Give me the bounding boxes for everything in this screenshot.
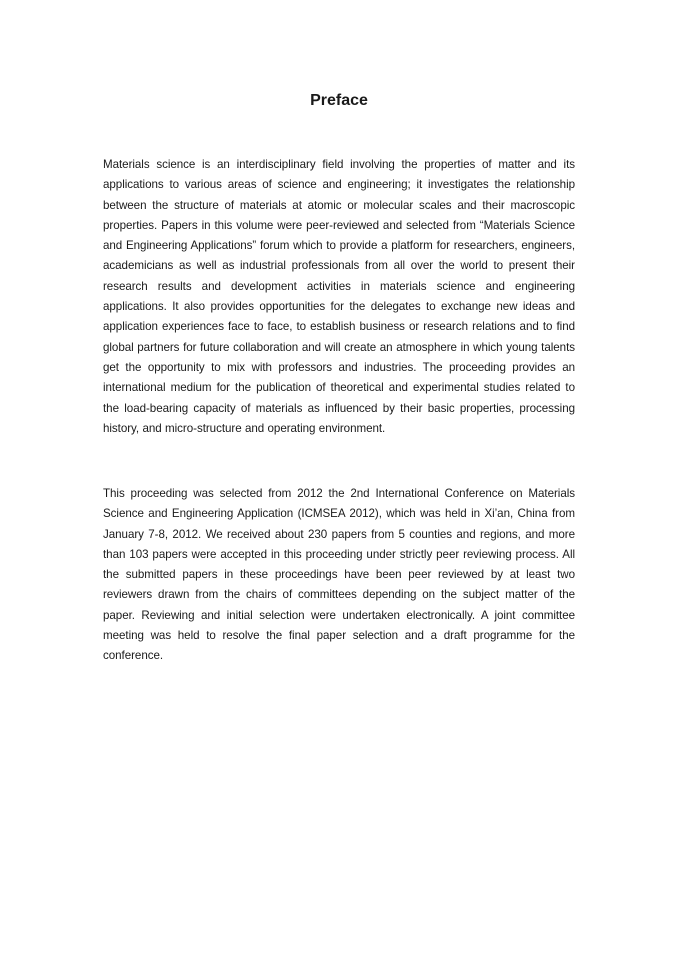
page-title: Preface xyxy=(310,92,368,109)
paragraph-conference-details: This proceeding was selected from 2012 the 2nd International Conference on Materials Science and Engineering Application (ICMSEA 2012), which was held in Xi’an, China from January 7-8, 2012. We received about 230 papers from 5 counties and regions, and more than 103 papers were accepted in this proceeding under strictly peer reviewing process. All the submitted papers in these proceedings have been peer reviewed by at least two reviewers drawn from the chairs of committees depending on the subject matter of the paper. Reviewing and initial selection were undertaken electronically. A joint committee meeting was held to resolve the final paper selection and a draft programme for the conference. xyxy=(103,487,575,663)
paragraph-introduction: Materials science is an interdisciplinary field involving the properties of matter and its applications to various areas of science and engineering; it investigates the relationship between the structure of materials at atomic or molecular scales and their macroscopic properties. Papers in this volume were peer-reviewed and selected from “Materials Science and Engineering Applications” forum which to provide a platform for researchers, engineers, academicians as well as industrial professionals from all over the world to present their research results and development activities in materials science and engineering applications. It also provides opportunities for the delegates to exchange new ideas and application experiences face to face, to establish business or research relations and to find global partners for future collaboration and will create an atmosphere in which young talents get the opportunity to mix with professors and industries. The proceeding provides an international medium for the publication of theoretical and experimental studies related to the load-bearing capacity of materials as influenced by their basic properties, processing history, and micro-structure and operating environment. xyxy=(103,158,575,435)
